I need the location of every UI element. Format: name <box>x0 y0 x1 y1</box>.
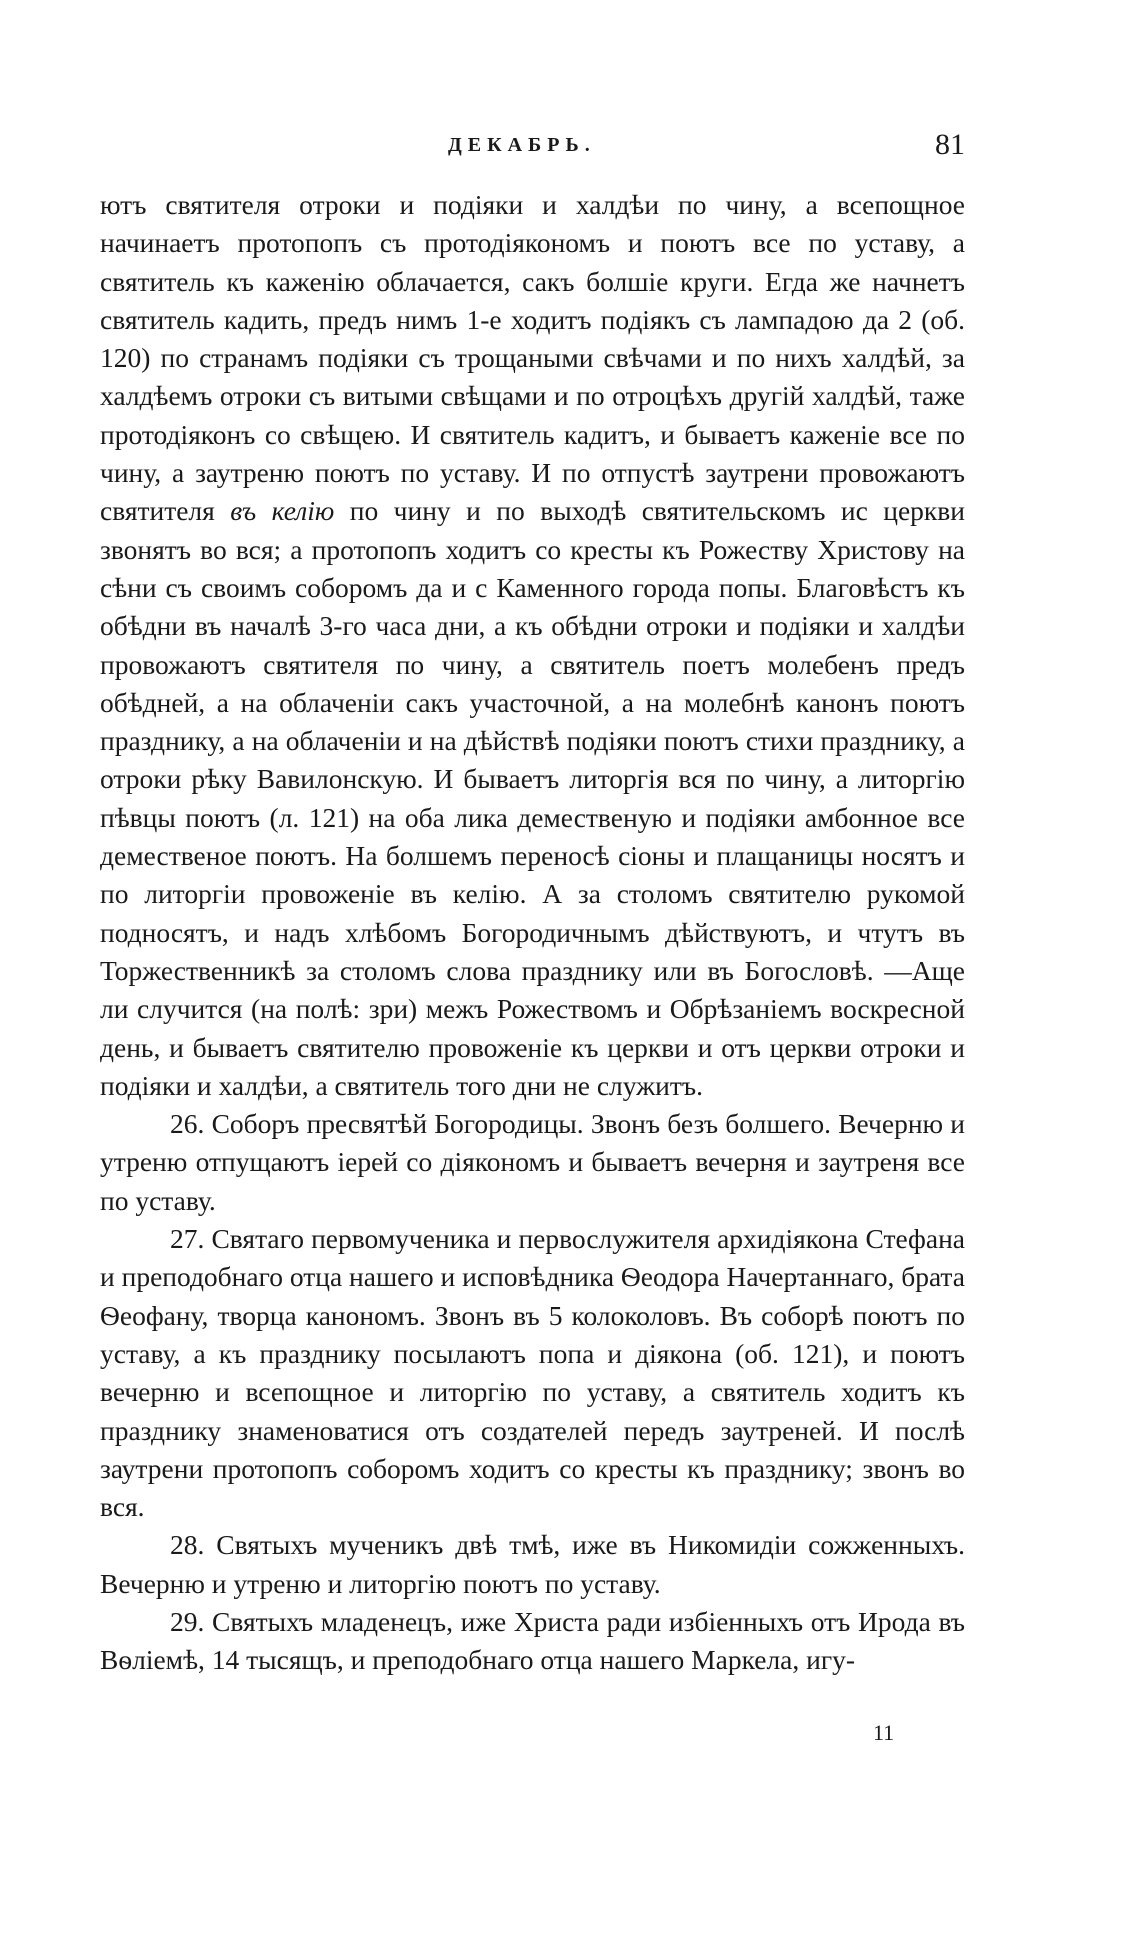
paragraph-text: 26. Соборъ пресвятѣй Богородицы. Звонъ безъ болшего. Вечерню и утреню отпущаютъ іерей со діякономъ и бываетъ вечерня и заутреня все по уставу. <box>100 1108 965 1216</box>
paragraph-text: 28. Святыхъ мученикъ двѣ тмѣ, иже въ Никомидіи сожженныхъ. Вечерню и утреню и литоргію поютъ по уставу. <box>100 1529 965 1599</box>
paragraph-entry-28 <box>100 1526 965 1603</box>
signature-mark: 11 <box>873 1720 895 1745</box>
paragraph-entry-29 <box>100 1603 965 1680</box>
paragraph-text: по чину и по выходѣ святительскомъ ис церкви звонятъ во вся; а протопопъ ходитъ со кресты къ Рожеству Христову на сѣни съ своимъ соборомъ да и с Каменного города попы. Благовѣстъ къ обѣдни въ началѣ 3-го часа дни, а къ обѣдни отроки и подіяки и халдѣи провожаютъ святителя по чину, а святитель поетъ молебенъ предъ обѣдней, а на облаченіи сакъ участочной, а на молебнѣ канонъ поютъ празднику, а на облаченіи и на дѣйствѣ подіяки поютъ стихи празднику, а отроки рѣку Вавилонскую. И бываетъ литоргія вся по чину, а литоргію пѣвцы поютъ (л. 121) на оба лика демественую и подіяки амбонное все демественое поютъ. На болшемъ переносѣ сіоны и плащаницы носятъ и по литоргіи провоженіе въ келію. А за столомъ святителю рукомой подносятъ, и надъ хлѣбомъ Богородичнымъ дѣйствуютъ, и чтутъ въ Торжественникѣ за столомъ слова празднику или въ Богословѣ. —Аще ли случится (на полѣ: зри) межъ Рожествомъ и Обрѣзаніемъ воскресной день, и бываетъ святителю провоженіе къ церкви и отъ церкви отроки и подіяки и халдѣи, а святитель того дни не служитъ. <box>100 495 965 1101</box>
page-number: 81 <box>935 128 965 161</box>
running-title: ДЕКАБРЬ. <box>448 134 596 156</box>
page-header <box>0 128 1140 168</box>
italic-phrase: въ келію <box>230 495 335 527</box>
paragraph-entry-26 <box>100 1105 965 1220</box>
paragraph-text: 27. Святаго первомученика и первослужителя архидіякона Стефана и преподобнаго отца нашего и исповѣдника Ѳеодора Начертаннаго, брата Ѳеофану, творца канономъ. Звонъ въ 5 колоколовъ. Въ соборѣ поютъ по уставу, а къ празднику посылаютъ попа и діякона (об. 121), и поютъ вечерню и всепощное и литоргію по уставу, а святитель ходитъ къ празднику знаменоватися отъ создателей передъ заутреней. И послѣ заутрени протопопъ соборомъ ходитъ со кресты къ празднику; звонъ во вся. <box>100 1223 965 1523</box>
paragraph-text: 29. Святыхъ младенецъ, иже Христа ради избіенныхъ отъ Ирода въ Вѳліемѣ, 14 тысящъ, и преподобнаго отца нашего Маркела, игу- <box>100 1605 965 1676</box>
paragraph-text: ютъ святителя отроки и подіяки и халдѣи по чину, а всепощное начинаетъ протопопъ съ протодіякономъ и поютъ все по уставу, а святитель къ каженію облачается, сакъ болшіе круги. Егда же начнетъ святитель кадить, предъ нимъ 1-е ходитъ подіякъ съ лампадою да 2 (об. 120) по странамъ подіяки съ трощаными свѣчами и по нихъ халдѣй, за халдѣемъ отроки съ витыми свѣщами и по отроцѣхъ другій халдѣй, таже протодіяконъ со свѣщею. И святитель кадитъ, и бываетъ каженіе все по чину, а заутреню поютъ по уставу. И по отпустѣ заутрени провожаютъ святителя <box>100 189 965 527</box>
body-text <box>100 186 965 1680</box>
paragraph-continuation <box>100 186 965 1105</box>
paragraph-entry-27 <box>100 1220 965 1526</box>
